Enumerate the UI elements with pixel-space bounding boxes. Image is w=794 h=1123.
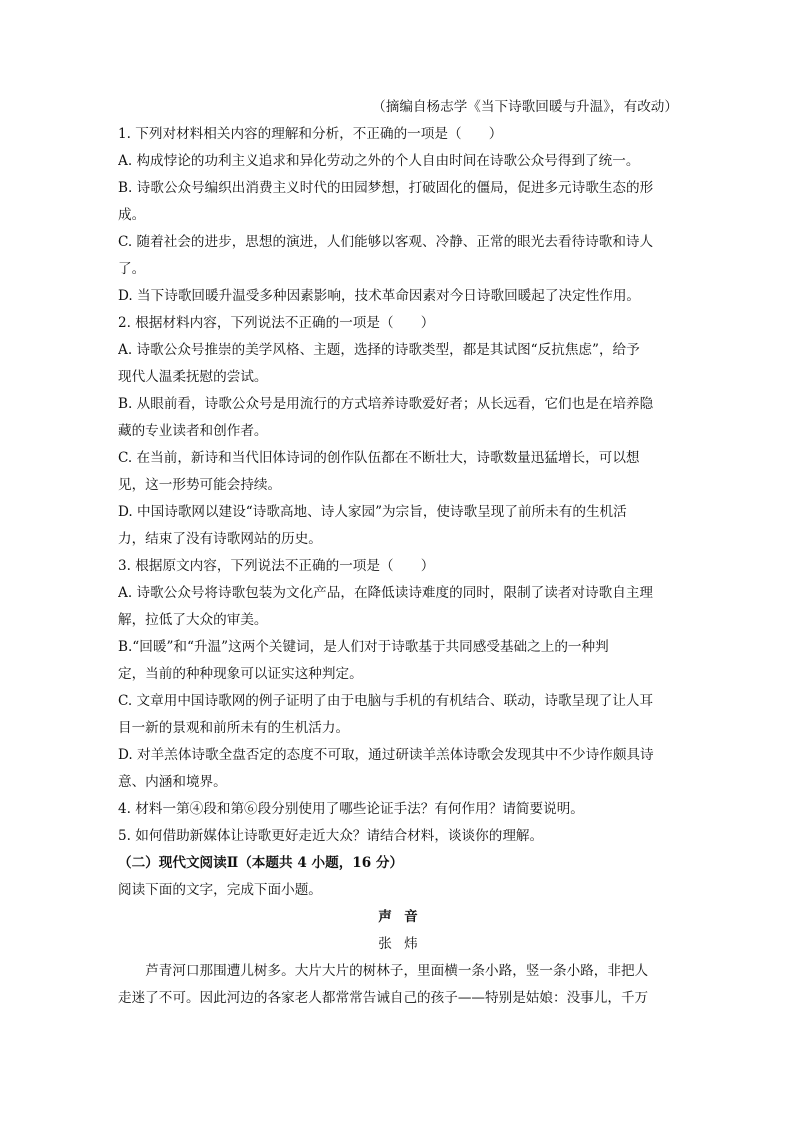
question-3-option-b-cont: 定，当前的种种现象可以证实这种判定。 xyxy=(118,666,363,682)
question-2-option-c: C. 在当前，新诗和当代旧体诗词的创作队伍都在不断壮大，诗歌数量迅猛增长，可以想 xyxy=(118,450,640,466)
question-2-option-d: D. 中国诗歌网以建设“诗歌高地、诗人家园”为宗旨，使诗歌呈现了前所未有的生机活 xyxy=(118,504,627,520)
question-2-option-a: A. 诗歌公众号推崇的美学风格、主题，选择的诗歌类型，都是其试图“反抗焦虑”，给予 xyxy=(118,342,640,358)
question-1-option-b: B. 诗歌公众号编织出消费主义时代的田园梦想，打破固化的僵局，促进多元诗歌生态的形 xyxy=(118,180,654,196)
question-1-option-a: A. 构成悖论的功利主义追求和异化劳动之外的个人自由时间在诗歌公众号得到了统一。 xyxy=(118,153,640,169)
article-paragraph-line-2: 走迷了不可。因此河边的各家老人都常常告诫自己的孩子——特别是姑娘：没事儿，千万 xyxy=(118,990,649,1006)
article-author: 张炜 xyxy=(378,936,430,952)
question-2-option-b: B. 从眼前看，诗歌公众号是用流行的方式培养诗歌爱好者；从长远看，它们也是在培养隐 xyxy=(118,396,654,412)
article-title: 声音 xyxy=(378,909,430,925)
question-2-option-a-cont: 现代人温柔抚慰的尝试。 xyxy=(118,369,268,385)
question-1-option-c: C. 随着社会的进步，思想的演进，人们能够以客观、冷静、正常的眼光去看待诗歌和诗人 xyxy=(118,234,654,250)
question-1-option-b-cont: 成。 xyxy=(118,207,146,223)
article-paragraph-line-1: 芦青河口那围遭儿树多。大片大片的树林子，里面横一条小路，竖一条小路，非把人 xyxy=(145,963,649,979)
question-3-option-a-cont: 解，拉低了大众的审美。 xyxy=(118,612,268,628)
question-1-option-c-cont: 了。 xyxy=(118,261,146,277)
question-3-option-b: B.“回暖”和“升温”这两个关键词，是人们对于诗歌基于共同感受基础之上的一种判 xyxy=(118,639,609,655)
question-1-stem: 1. 下列对材料相关内容的理解和分析，不正确的一项是（ ） xyxy=(118,126,503,142)
question-2-option-c-cont: 见，这一形势可能会持续。 xyxy=(118,477,282,493)
question-5: 5. 如何借助新媒体让诗歌更好走近大众？请结合材料，谈谈你的理解。 xyxy=(118,828,544,844)
question-3-option-d: D. 对羊羔体诗歌全盘否定的态度不可取，通过研读羊羔体诗歌会发现其中不少诗作颇具诗 xyxy=(118,747,654,763)
question-2-option-b-cont: 藏的专业读者和创作者。 xyxy=(118,423,268,439)
question-2-option-d-cont: 力，结束了没有诗歌网站的历史。 xyxy=(118,531,322,547)
question-3-option-a: A. 诗歌公众号将诗歌包装为文化产品，在降低读诗难度的同时，限制了读者对诗歌自主理 xyxy=(118,585,654,601)
reading-instruction: 阅读下面的文字，完成下面小题。 xyxy=(118,882,322,898)
question-1-option-d: D. 当下诗歌回暖升温受多种因素影响，技术革命因素对今日诗歌回暖起了决定性作用。 xyxy=(118,288,641,304)
document-page xyxy=(118,94,678,1012)
question-3-option-d-cont: 意、内涵和境界。 xyxy=(118,774,227,790)
question-4: 4. 材料一第④段和第⑥段分别使用了哪些论证手法？有何作用？请简要说明。 xyxy=(118,801,584,817)
section-heading: （二）现代文阅读Ⅱ（本题共 4 小题，16 分） xyxy=(118,855,404,871)
source-citation: （摘编自杨志学《当下诗歌回暖与升温》，有改动） xyxy=(372,99,678,115)
question-2-stem: 2. 根据材料内容，下列说法不正确的一项是（ ） xyxy=(118,315,435,331)
question-3-stem: 3. 根据原文内容，下列说法不正确的一项是（ ） xyxy=(118,558,435,574)
question-3-option-c: C. 文章用中国诗歌网的例子证明了由于电脑与手机的有机结合、联动，诗歌呈现了让人耳 xyxy=(118,693,654,709)
question-3-option-c-cont: 目一新的景观和前所未有的生机活力。 xyxy=(118,720,350,736)
